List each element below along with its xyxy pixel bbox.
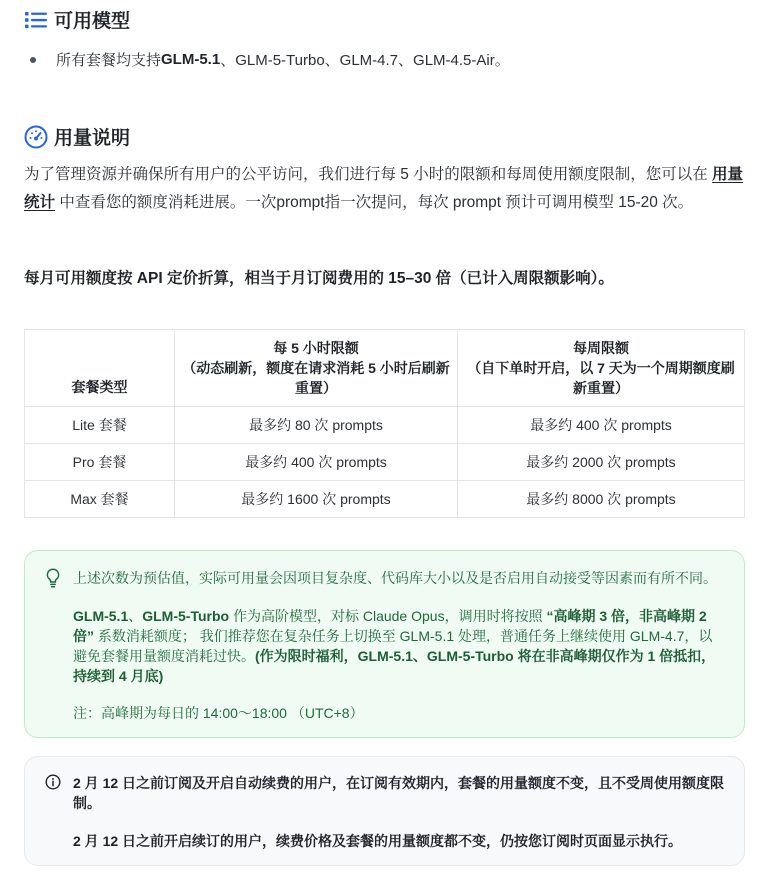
models-bullet-primary: GLM-5.1 <box>161 51 221 68</box>
header-five-hour-title: 每 5 小时限额 <box>273 340 359 356</box>
tip-estimate-note: 上述次数为预估值，实际可用量会因项目复杂度、代码库大小以及是否启用自动接受等因素而有所不同。 <box>73 570 717 586</box>
cell-five-hour: 最多约 1600 次 prompts <box>175 481 458 518</box>
cell-weekly: 最多约 400 次 prompts <box>458 407 745 444</box>
cell-plan: Max 套餐 <box>25 481 175 518</box>
bullet-dot <box>30 57 36 63</box>
models-title-text: 可用模型 <box>54 11 131 32</box>
tip-peak-hours-note: 注：高峰期为每日的 14:00～18:00 （UTC+8） <box>73 705 364 721</box>
info-icon <box>45 774 61 790</box>
cell-weekly: 最多约 8000 次 prompts <box>458 481 745 518</box>
quota-table <box>24 329 745 518</box>
usage-description <box>24 161 744 217</box>
tip-separator: 、 <box>128 608 143 624</box>
table-row <box>25 407 745 444</box>
models-bullet-prefix: 所有套餐均支持 <box>56 52 162 69</box>
cell-weekly: 最多约 2000 次 prompts <box>458 444 745 481</box>
info-existing-subscribers: 2 月 12 日之前订阅及开启自动续费的用户，在订阅有效期内，套餐的用量额度不变，且不受周使用额度限制。 <box>73 775 725 811</box>
models-list-item <box>30 49 510 70</box>
info-renewal-users: 2 月 12 日之前开启续订的用户，续费价格及套餐的用量额度都不变，仍按您订阅时页面显示执行。 <box>73 833 683 849</box>
tip-text-part1: 作为高阶模型，对标 Claude Opus，调用时将按照 <box>229 608 547 624</box>
info-callout <box>24 756 745 866</box>
header-weekly-sub: （自下单时开启，以 7 天为一个周期额度刷新重置） <box>467 360 735 396</box>
usage-stats-link[interactable]: 用量统计 <box>24 166 744 211</box>
usage-section-title <box>24 123 130 150</box>
tip-premium-models-note <box>73 606 723 686</box>
table-row <box>25 481 745 518</box>
header-plan: 套餐类型 <box>25 330 175 407</box>
table-row <box>25 444 745 481</box>
usage-bold-note: 每月可用额度按 API 定价折算，相当于月订阅费用的 15–30 倍（已计入周限额影响）。 <box>24 270 614 287</box>
tip-model-glm5turbo: GLM-5-Turbo <box>142 608 230 624</box>
list-icon <box>24 8 48 32</box>
cell-plan: Lite 套餐 <box>25 407 175 444</box>
usage-desc-part1: 为了管理资源并确保所有用户的公平访问，我们进行每 5 小时的限额和每周使用额度限制，您可以在 <box>24 166 713 183</box>
header-five-hour <box>175 330 458 407</box>
cell-five-hour: 最多约 80 次 prompts <box>175 407 458 444</box>
header-weekly <box>458 330 745 407</box>
models-bullet-rest: 、GLM-5-Turbo、GLM-4.7、GLM-4.5-Air。 <box>220 52 510 69</box>
tip-callout <box>24 550 745 738</box>
usage-title-text: 用量说明 <box>54 128 131 149</box>
tip-model-glm51: GLM-5.1 <box>73 608 129 624</box>
table-header-row <box>25 330 745 407</box>
usage-desc-part2: 中查看您的额度消耗进展。一次prompt指一次提问，每次 prompt 预计可调用模型 15-20 次。 <box>55 194 694 211</box>
models-section-title <box>24 6 130 33</box>
cell-plan: Pro 套餐 <box>25 444 175 481</box>
tip-limited-offer: (作为限时福利，GLM-5.1、GLM-5-Turbo 将在非高峰期仅作为 1 倍抵扣，持续到 4 月底) <box>73 648 716 684</box>
gauge-icon <box>24 125 48 149</box>
header-five-hour-sub: （动态刷新，额度在请求消耗 5 小时后刷新重置） <box>182 360 450 396</box>
tip-text-part2: 系数消耗额度； 我们推荐您在复杂任务上切换至 GLM-5.1 处理，普通任务上继续使用 GLM-4.7，以避免套餐用量额度消耗过快。 <box>73 628 713 664</box>
header-weekly-title: 每周限额 <box>573 340 629 356</box>
lightbulb-icon <box>45 568 61 588</box>
cell-five-hour: 最多约 400 次 prompts <box>175 444 458 481</box>
tip-peak-multiplier: “高峰期 3 倍，非高峰期 2 倍” <box>73 608 707 644</box>
